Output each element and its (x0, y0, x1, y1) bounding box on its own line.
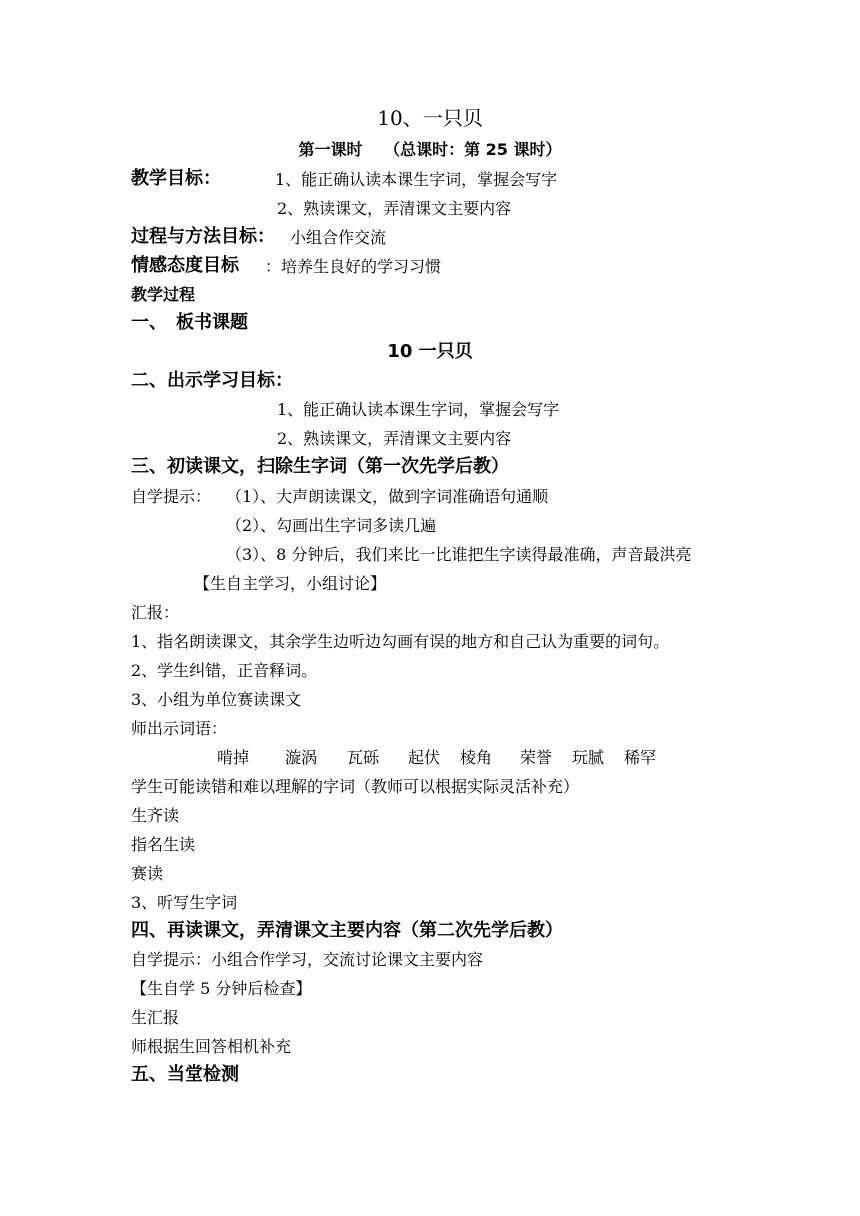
lesson-title: 10、一只贝 (377, 106, 483, 130)
vocab-row (0, 748, 860, 768)
step-1-heading: 一、 板书课题 (131, 312, 248, 333)
hint-item-3: （3）、8 分钟后，我们来比一比谁把生字读得最准确，声音最洪亮 (226, 545, 692, 564)
step-5-heading: 五、当堂检测 (131, 1064, 239, 1085)
dictation-item: 3、听写生字词 (131, 893, 238, 912)
hint-item-1: （1）、大声朗读课文，做到字词准确语句通顺 (226, 487, 549, 506)
objective-item-1: 1、能正确认读本课生字词，掌握会写字 (275, 170, 558, 189)
step-3-heading: 三、初读课文，扫除生字词（第一次先学后教） (131, 456, 509, 477)
vocab-intro: 师出示词语： (131, 719, 228, 738)
hint-label: 自学提示： (131, 487, 212, 506)
process-goal-label: 过程与方法目标： (131, 226, 275, 247)
emotion-goal-label: 情感态度目标 (131, 255, 239, 276)
step-2-item-1: 1、能正确认读本课生字词，掌握会写字 (277, 400, 560, 419)
vocab-word: 啃掉 (217, 748, 250, 767)
read-method-3: 赛读 (131, 864, 164, 883)
board-title: 10 一只贝 (387, 341, 473, 362)
vocab-word: 玩腻 (572, 748, 605, 767)
vocab-word: 瓦砾 (347, 748, 380, 767)
report-item-1: 1、指名朗读课文，其余学生边听边勾画有误的地方和自己认为重要的词句。 (131, 632, 670, 651)
report-label: 汇报： (131, 603, 180, 622)
step-4-heading: 四、再读课文，弄清课文主要内容（第二次先学后教） (131, 920, 563, 941)
vocab-note: 学生可能读错和难以理解的字词（教师可以根据实际灵活补充） (131, 777, 580, 796)
step-2-heading: 二、出示学习目标： (131, 370, 293, 391)
read-method-1: 生齐读 (131, 806, 180, 825)
vocab-word: 荣誉 (520, 748, 553, 767)
step-4-hint: 自学提示：小组合作学习，交流讨论课文主要内容 (131, 950, 484, 969)
report-item-2: 2、学生纠错，正音释词。 (131, 661, 318, 680)
vocab-word: 棱角 (460, 748, 493, 767)
bracket-note-2: 【生自学 5 分钟后检查】 (131, 979, 312, 998)
process-goal-text: 小组合作交流 (290, 228, 387, 247)
vocab-word: 起伏 (408, 748, 441, 767)
vocab-word: 稀罕 (624, 748, 657, 767)
vocab-word: 漩涡 (285, 748, 318, 767)
objectives-label: 教学目标： (131, 168, 221, 189)
lesson-subtitle: 第一课时 （总课时：第 25 课时） (298, 140, 562, 159)
step-2-item-2: 2、熟读课文，弄清课文主要内容 (277, 429, 512, 448)
step-4-line-1: 生汇报 (131, 1008, 180, 1027)
hint-item-2: （2）、勾画出生字词多读几遍 (226, 516, 437, 535)
bracket-note-1: 【生自主学习，小组讨论】 (194, 574, 387, 593)
objective-item-2: 2、熟读课文，弄清课文主要内容 (277, 199, 512, 218)
process-label: 教学过程 (131, 285, 196, 304)
read-method-2: 指名生读 (131, 835, 196, 854)
step-4-line-2: 师根据生回答相机补充 (131, 1037, 292, 1056)
report-item-3: 3、小组为单位赛读课文 (131, 690, 302, 709)
emotion-goal-text: ：培养生良好的学习习惯 (265, 257, 442, 276)
